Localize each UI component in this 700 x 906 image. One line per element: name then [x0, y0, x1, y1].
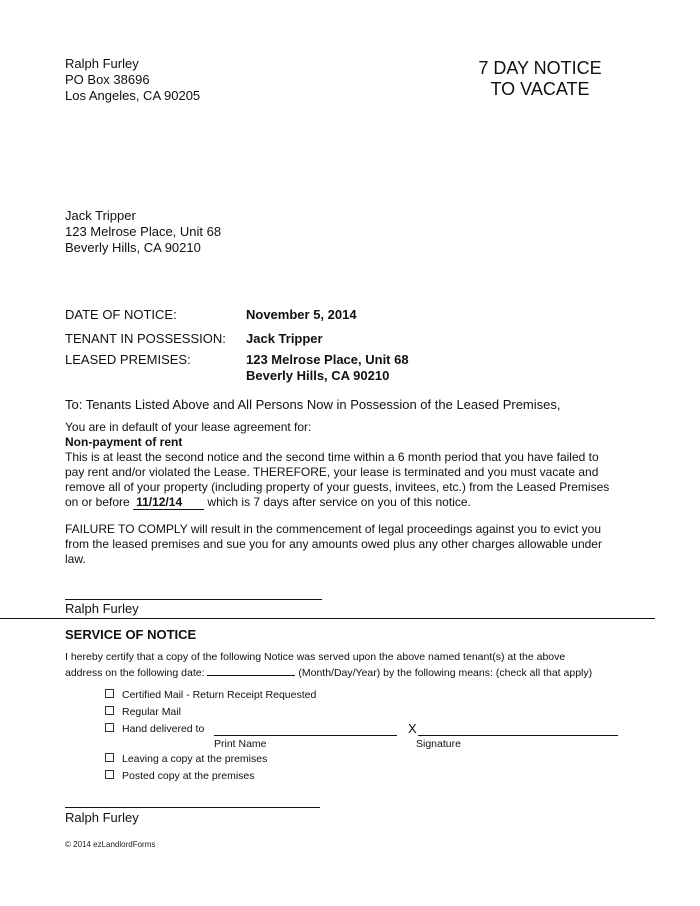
date-label: DATE OF NOTICE:	[65, 307, 177, 322]
x-mark: X	[408, 721, 417, 736]
vacate-suffix: which is 7 days after service on you of this notice.	[207, 495, 471, 509]
service-option[interactable]	[105, 769, 267, 786]
checkbox-icon[interactable]	[105, 723, 114, 732]
to-line: To: Tenants Listed Above and All Persons Now in Possession of the Leased Premises,	[65, 397, 561, 412]
checkbox-icon[interactable]	[105, 753, 114, 762]
recipient-address-line1: 123 Melrose Place, Unit 68	[65, 224, 222, 239]
premises-label: LEASED PREMISES:	[65, 352, 191, 367]
premises-line2: Beverly Hills, CA 90210	[246, 368, 390, 383]
section-divider	[0, 618, 655, 619]
certify-text	[65, 650, 592, 681]
paragraph1-line2: pay rent and/or violated the Lease. THEREFORE, your lease is terminated and you must vacate and	[65, 465, 599, 479]
notice-body	[65, 420, 609, 510]
service-option-label: Hand delivered to	[122, 723, 205, 735]
certify-line2	[65, 666, 592, 682]
tenant-label: TENANT IN POSSESSION:	[65, 331, 226, 346]
sender-name: Ralph Furley	[65, 56, 139, 71]
document-title	[440, 58, 640, 100]
service-options-lower	[105, 752, 267, 786]
recipient-name: Jack Tripper	[65, 208, 136, 223]
premises-value	[246, 352, 409, 384]
checkbox-icon[interactable]	[105, 706, 114, 715]
vacate-prefix: on or before	[65, 495, 130, 509]
paragraph1-line4	[65, 495, 609, 510]
tenant-value: Jack Tripper	[246, 331, 323, 346]
premises-line1: 123 Melrose Place, Unit 68	[246, 352, 409, 367]
certify-prefix: address on the following date:	[65, 666, 205, 679]
service-options	[105, 688, 316, 739]
date-value: November 5, 2014	[246, 307, 357, 322]
service-option-label: Leaving a copy at the premises	[122, 753, 268, 765]
paragraph2-line3: law.	[65, 552, 86, 566]
checkbox-icon[interactable]	[105, 770, 114, 779]
signature-label: Signature	[416, 738, 461, 750]
paragraph2-line1: FAILURE TO COMPLY will result in the commencement of legal proceedings against you to evict you	[65, 522, 602, 536]
document-title-line1: 7 DAY NOTICE	[478, 58, 602, 78]
paragraph2-line2: from the leased premises and sue you for any amounts owed plus any other charges allowable under	[65, 537, 602, 551]
document-title-line2: TO VACATE	[490, 79, 590, 99]
recipient-address	[65, 208, 221, 256]
server-signature-name: Ralph Furley	[65, 810, 139, 825]
certify-suffix: (Month/Day/Year) by the following means: (check all that apply)	[298, 666, 593, 679]
default-intro: You are in default of your lease agreement for:	[65, 420, 312, 434]
paragraph1-line3: remove all of your property (including property of your guests, invitees, etc.) from the Leased Premises	[65, 480, 610, 494]
service-option-label: Posted copy at the premises	[122, 770, 255, 782]
service-option-label: Regular Mail	[122, 706, 181, 718]
service-option[interactable]	[105, 722, 316, 739]
server-signature-line	[65, 807, 320, 808]
recipient-address-line2: Beverly Hills, CA 90210	[65, 240, 201, 255]
default-reason: Non-payment of rent	[65, 435, 183, 449]
checkbox-icon[interactable]	[105, 689, 114, 698]
landlord-signature-name: Ralph Furley	[65, 601, 139, 616]
service-option[interactable]	[105, 705, 316, 722]
print-name-field[interactable]	[214, 735, 397, 736]
service-option[interactable]	[105, 752, 267, 769]
sender-address-line1: PO Box 38696	[65, 72, 150, 87]
certify-line1: I hereby certify that a copy of the following Notice was served upon the above named tenant(s) at the above	[65, 651, 566, 663]
print-name-label: Print Name	[214, 738, 267, 750]
failure-paragraph	[65, 522, 602, 567]
vacate-date: 11/12/14	[133, 496, 204, 510]
sender-address	[65, 56, 200, 104]
service-date-field[interactable]	[207, 675, 295, 676]
paragraph1-line1: This is at least the second notice and the second time within a 6 month period that you have failed to	[65, 450, 599, 464]
service-option-label: Certified Mail - Return Receipt Requested	[122, 689, 317, 701]
service-option[interactable]	[105, 688, 316, 705]
service-heading: SERVICE OF NOTICE	[65, 627, 197, 642]
signature-field[interactable]	[418, 735, 618, 736]
copyright-footer: © 2014 ezLandlordForms	[65, 840, 156, 849]
sender-address-line2: Los Angeles, CA 90205	[65, 88, 201, 103]
landlord-signature-line	[65, 599, 322, 600]
